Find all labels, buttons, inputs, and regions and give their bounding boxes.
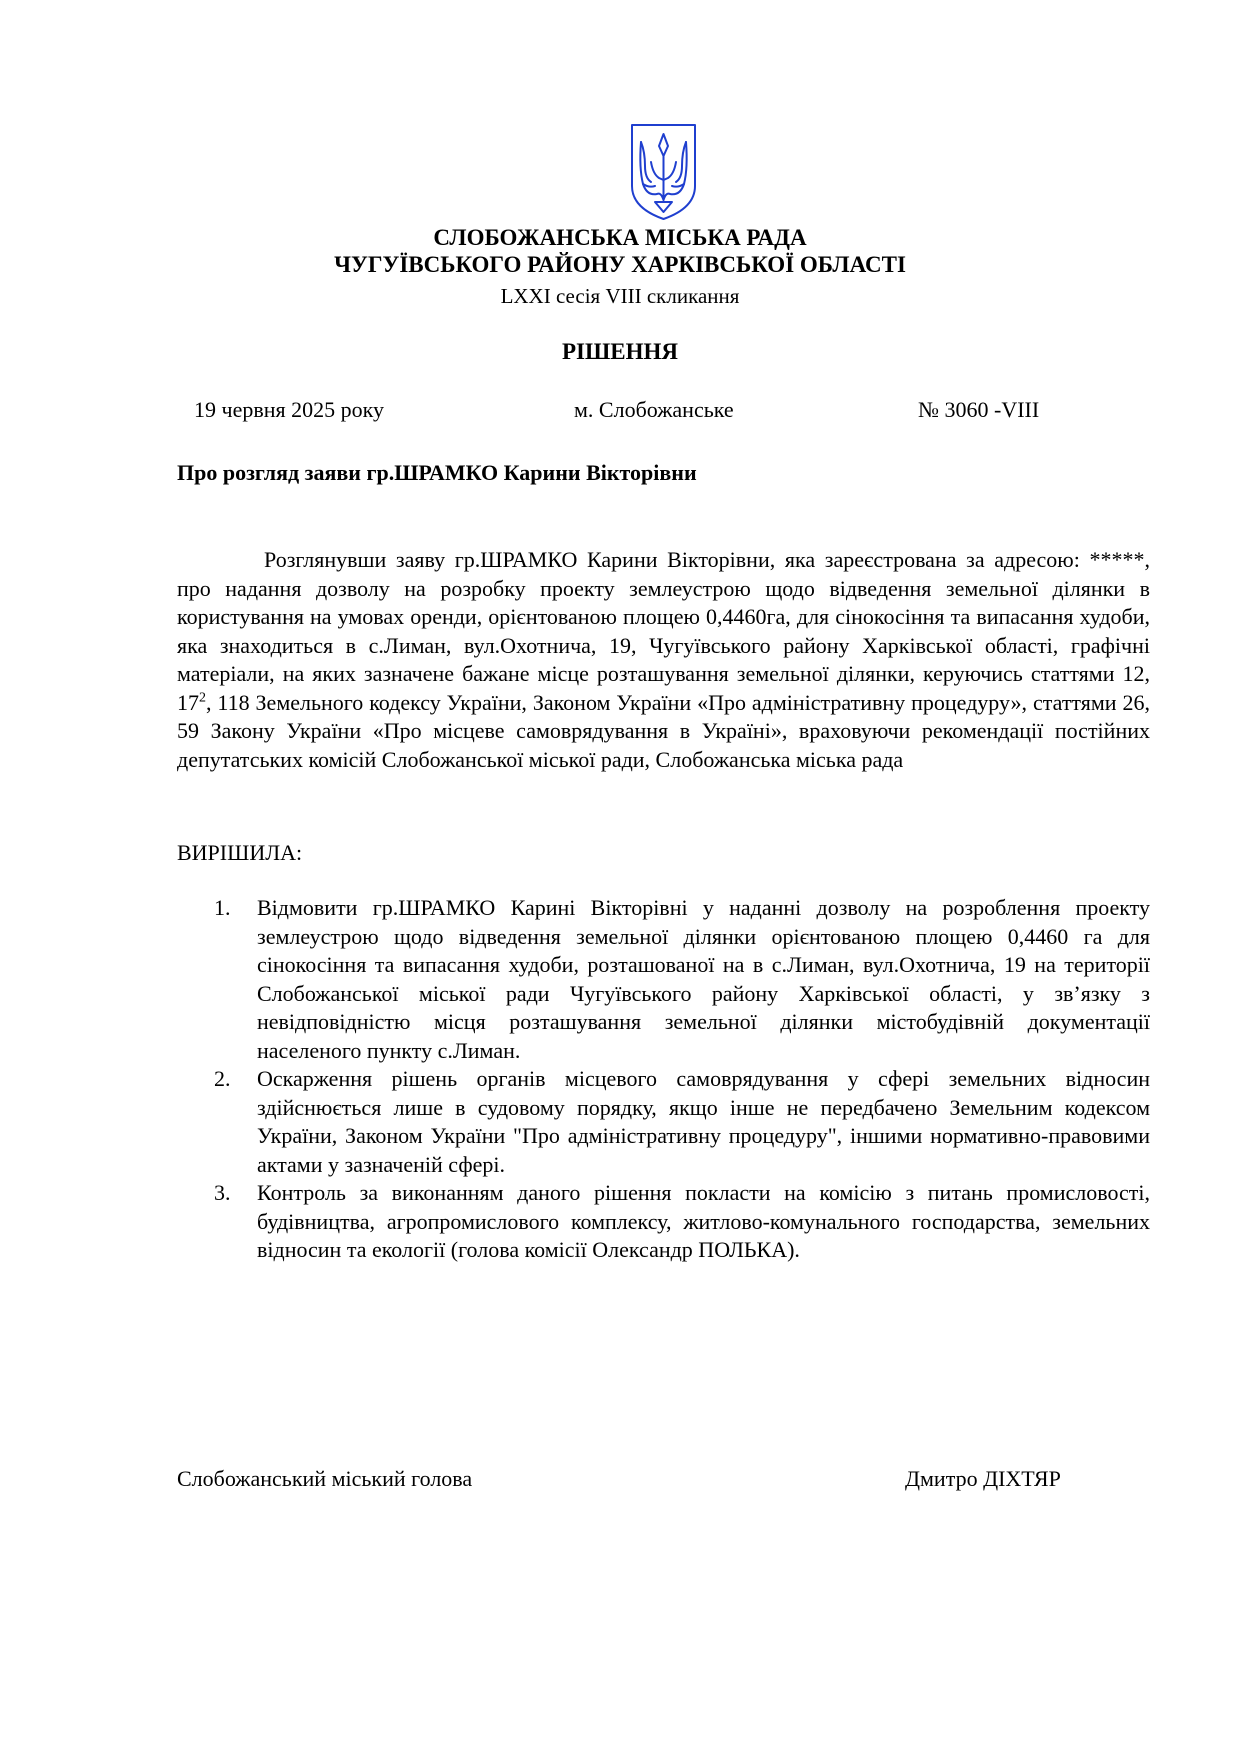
decision-date: 19 червня 2025 року	[194, 397, 384, 422]
signature-title: Слобожанський міський голова	[177, 1466, 473, 1491]
item-text: Відмовити гр.ШРАМКО Карині Вікторівні у наданні дозволу на розроблення проекту землеустрою щодо відведення земельної ділянки орієнтованою площею 0,4460 га для сінокосіння та випасання худоби, розташованої на в с.Лиман, вул.Охотнича, 19 на території Слобожанської міської ради Чугуївського району Харківської області, у зв’язку з невідповідністю місця розташування земельної ділянки містобудівній документації населеного пункту с.Лиман.	[257, 895, 1150, 1063]
item-number: 1.	[214, 895, 231, 920]
decision-item	[177, 1065, 1150, 1179]
decision-number: № 3060 -VIII	[918, 397, 1040, 422]
item-text: Оскарження рішень органів місцевого самоврядування у сфері земельних відносин здійснюється лише в судовому порядку, якщо інше не передбачено Земельним кодексом України, Законом України "Про адміністративну процедуру", іншими нормативно-правовими актами у зазначеній сфері.	[257, 1066, 1150, 1177]
preamble-superscript: 2	[199, 690, 206, 706]
decision-items-list	[177, 894, 1150, 1265]
trident-coat-of-arms-icon	[629, 122, 698, 222]
decision-subject: Про розгляд заяви гр.ШРАМКО Карини Вікторівни	[177, 460, 697, 485]
document-type-title: РІШЕННЯ	[562, 339, 678, 364]
item-number: 3.	[214, 1180, 231, 1205]
decision-place: м. Слобожанське	[574, 397, 734, 422]
session-line: LXXI сесія VIII скликання	[500, 284, 740, 308]
decision-item	[177, 894, 1150, 1065]
resolved-label: ВИРІШИЛА:	[177, 840, 303, 865]
preamble-text-part2: , 118 Земельного кодексу України, Законом України «Про адміністративну процедуру», статтями 26, 59 Закону України «Про місцеве самоврядування в Україні», враховуючи рекомендації постійних депутатських комісій Слобожанської міської ради, Слобожанська міська рада	[177, 689, 1150, 772]
preamble-paragraph	[177, 546, 1150, 774]
decision-item	[177, 1179, 1150, 1265]
item-text: Контроль за виконанням даного рішення покласти на комісію з питань промисловості, будівництва, агропромислового комплексу, житлово-комунального господарства, земельних відносин та екології (голова комісії Олександр ПОЛЬКА).	[257, 1180, 1150, 1262]
district-name: ЧУГУЇВСЬКОГО РАЙОНУ ХАРКІВСЬКОЇ ОБЛАСТІ	[334, 252, 906, 277]
preamble-text-part1: Розглянувши заяву гр.ШРАМКО Карини Вікторівни, яка зареєстрована за адресою: *****, про надання дозволу на розробку проекту землеустрою щодо відведення земельної ділянки в користування на умовах оренди, орієнтованою площею 0,4460га, для сінокосіння та випасання худоби, яка знаходиться в с.Лиман, вул.Охотнича, 19, Чугуївського району Харківської області, графічні матеріали, на яких зазначене бажане місце розташування земельної ділянки, керуючись статтями 12, 17	[177, 547, 1150, 715]
signature-name: Дмитро ДІХТЯР	[905, 1466, 1061, 1491]
council-name: СЛОБОЖАНСЬКА МІСЬКА РАДА	[433, 225, 807, 250]
item-number: 2.	[214, 1066, 231, 1091]
